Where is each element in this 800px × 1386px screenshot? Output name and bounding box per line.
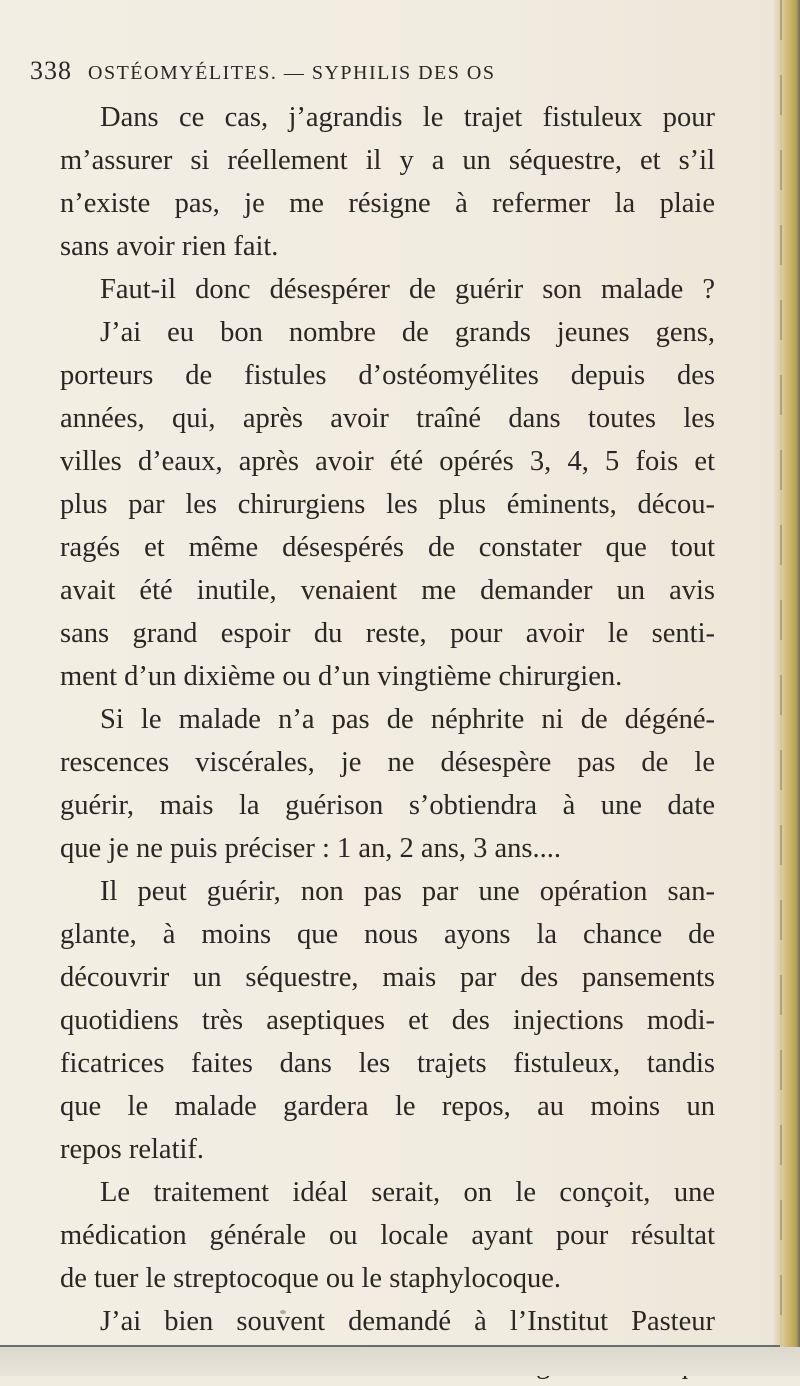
scan-margin xyxy=(0,1347,800,1376)
text-line: découvrir un séquestre, mais par des pansements xyxy=(60,962,715,993)
running-head-title: OSTÉOMYÉLITES. — SYPHILIS DES OS xyxy=(88,62,496,84)
text-line: que je ne puis préciser : 1 an, 2 ans, 3 ans.... xyxy=(60,833,561,864)
text-line: J’ai bien souvent demandé à l’Institut Pasteur xyxy=(100,1306,715,1337)
ink-spot xyxy=(280,1310,286,1314)
text-line: ficatrices faites dans les trajets fistuleux, tandis xyxy=(60,1048,715,1079)
text-line: sans grand espoir du reste, pour avoir le senti- xyxy=(60,618,715,649)
text-line: rescences viscérales, je ne désespère pas de le xyxy=(60,747,715,778)
text-line: sans avoir rien fait. xyxy=(60,231,279,262)
text-line: quotidiens très aseptiques et des injections modi- xyxy=(60,1005,715,1036)
text-line: ragés et même désespérés de constater que tout xyxy=(60,532,715,563)
text-line: ment d’un dixième ou d’un vingtième chirurgien. xyxy=(60,661,623,692)
page-number: 338 xyxy=(30,56,72,85)
text-line: m’assurer si réellement il y a un séquestre, et s’il xyxy=(60,145,715,176)
text-line: de tuer le streptocoque ou le staphylocoque. xyxy=(60,1263,561,1294)
text-line: Dans ce cas, j’agrandis le trajet fistuleux pour xyxy=(100,102,715,133)
text-line: villes d’eaux, après avoir été opérés 3, 4, 5 fois et xyxy=(60,446,715,477)
text-line: Faut-il donc désespérer de guérir son malade ? xyxy=(100,274,715,305)
text-line: médication générale ou locale ayant pour résultat xyxy=(60,1220,715,1251)
text-line: repos relatif. xyxy=(60,1134,205,1165)
page-edge xyxy=(774,0,800,1376)
text-line: glante, à moins que nous ayons la chance de xyxy=(60,919,715,950)
text-line: Il peut guérir, non pas par une opération san- xyxy=(100,876,715,907)
text-line: que le malade gardera le repos, au moins un xyxy=(60,1091,715,1122)
text-line: Le traitement idéal serait, on le conçoit, une xyxy=(100,1177,715,1208)
text-line: n’existe pas, je me résigne à refermer la plaie xyxy=(60,188,715,219)
text-line: plus par les chirurgiens les plus éminents, décou- xyxy=(60,489,715,520)
text-line: Si le malade n’a pas de néphrite ni de dégéné- xyxy=(100,704,715,735)
text-line: guérir, mais la guérison s’obtiendra à une date xyxy=(60,790,715,821)
text-line: porteurs de fistules d’ostéomyélites depuis des xyxy=(60,360,715,391)
body-text xyxy=(60,96,715,1386)
text-line: années, qui, après avoir traîné dans toutes les xyxy=(60,403,715,434)
text-line: avait été inutile, venaient me demander un avis xyxy=(60,575,715,606)
text-line: J’ai eu bon nombre de grands jeunes gens, xyxy=(100,317,715,348)
running-head xyxy=(30,50,495,92)
